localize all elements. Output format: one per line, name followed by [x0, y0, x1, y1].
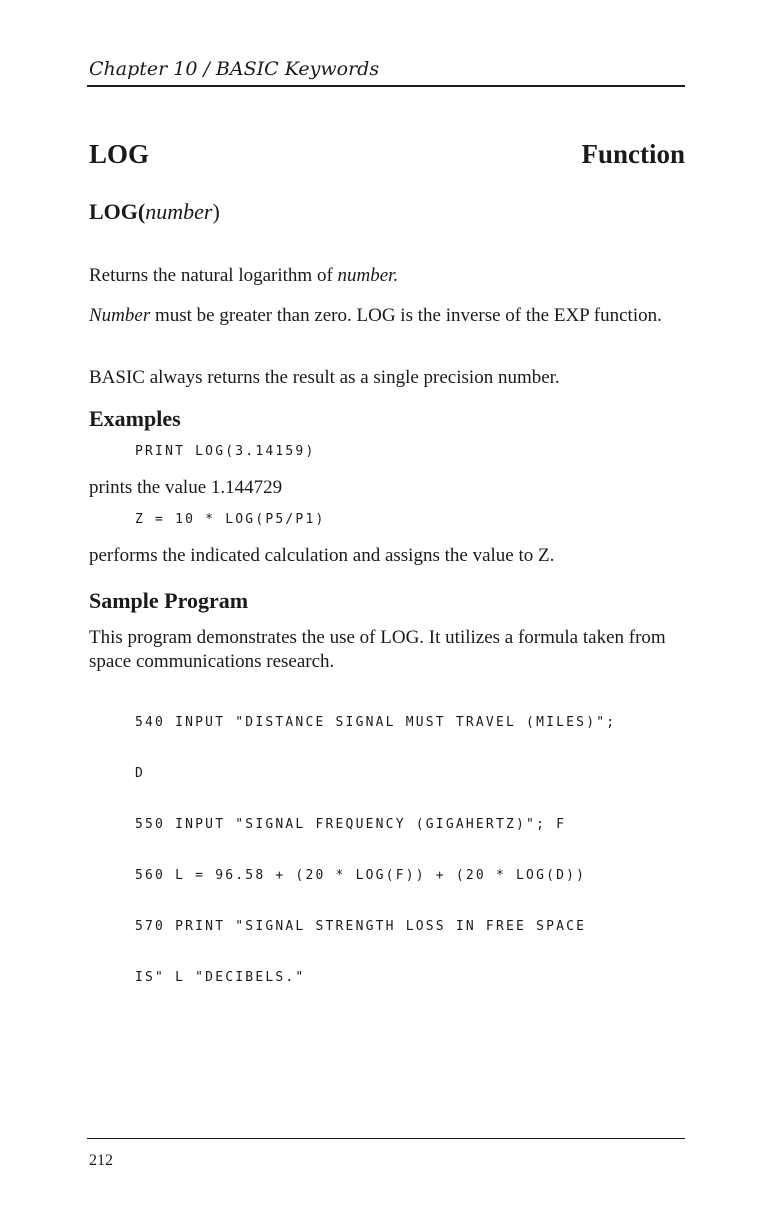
description-text: Returns the natural logarithm of — [89, 265, 338, 286]
example-code-1: PRINT LOG(3.14159) — [135, 444, 316, 459]
sample-program-code — [135, 680, 616, 1020]
syntax-line — [89, 199, 220, 225]
running-header: Chapter 10 / BASIC Keywords — [89, 58, 380, 80]
code-line: D — [135, 766, 146, 781]
description-paragraph-1 — [89, 264, 685, 288]
examples-heading: Examples — [89, 406, 181, 431]
code-line: 540 INPUT "DISTANCE SIGNAL MUST TRAVEL (MILES)"; — [135, 715, 617, 730]
syntax-argument: number — [145, 199, 213, 224]
syntax-keyword: LOG( — [89, 199, 146, 224]
example-result-1: prints the value 1.144729 — [89, 477, 283, 498]
code-line: IS" L "DECIBELS." — [135, 970, 306, 985]
description-argument: number. — [337, 265, 399, 286]
code-line: 570 PRINT "SIGNAL STRENGTH LOSS IN FREE SPACE — [135, 919, 587, 934]
keyword-type: Function — [581, 139, 685, 169]
footer-rule — [87, 1138, 685, 1139]
code-line: 550 INPUT "SIGNAL FREQUENCY (GIGAHERTZ)"; F — [135, 817, 567, 832]
example-code-2: Z = 10 * LOG(P5/P1) — [135, 512, 326, 527]
sample-program-heading: Sample Program — [89, 588, 249, 613]
description-argument: Number — [89, 305, 151, 326]
keyword-title: LOG — [89, 139, 150, 169]
example-result-2: performs the indicated calculation and assigns the value to Z. — [89, 545, 555, 566]
code-line: 560 L = 96.58 + (20 * LOG(F)) + (20 * LOG(D)) — [135, 868, 587, 883]
description-paragraph-3: BASIC always returns the result as a single precision number. — [89, 367, 560, 388]
sample-program-intro: This program demonstrates the use of LOG. It utilizes a formula taken from space communications research. — [89, 627, 666, 672]
description-paragraph-2 — [89, 304, 685, 328]
syntax-close: ) — [212, 199, 220, 224]
page-number: 212 — [89, 1152, 113, 1169]
description-text: must be greater than zero. LOG is the inverse of the EXP function. — [150, 305, 662, 326]
header-rule — [87, 85, 685, 87]
